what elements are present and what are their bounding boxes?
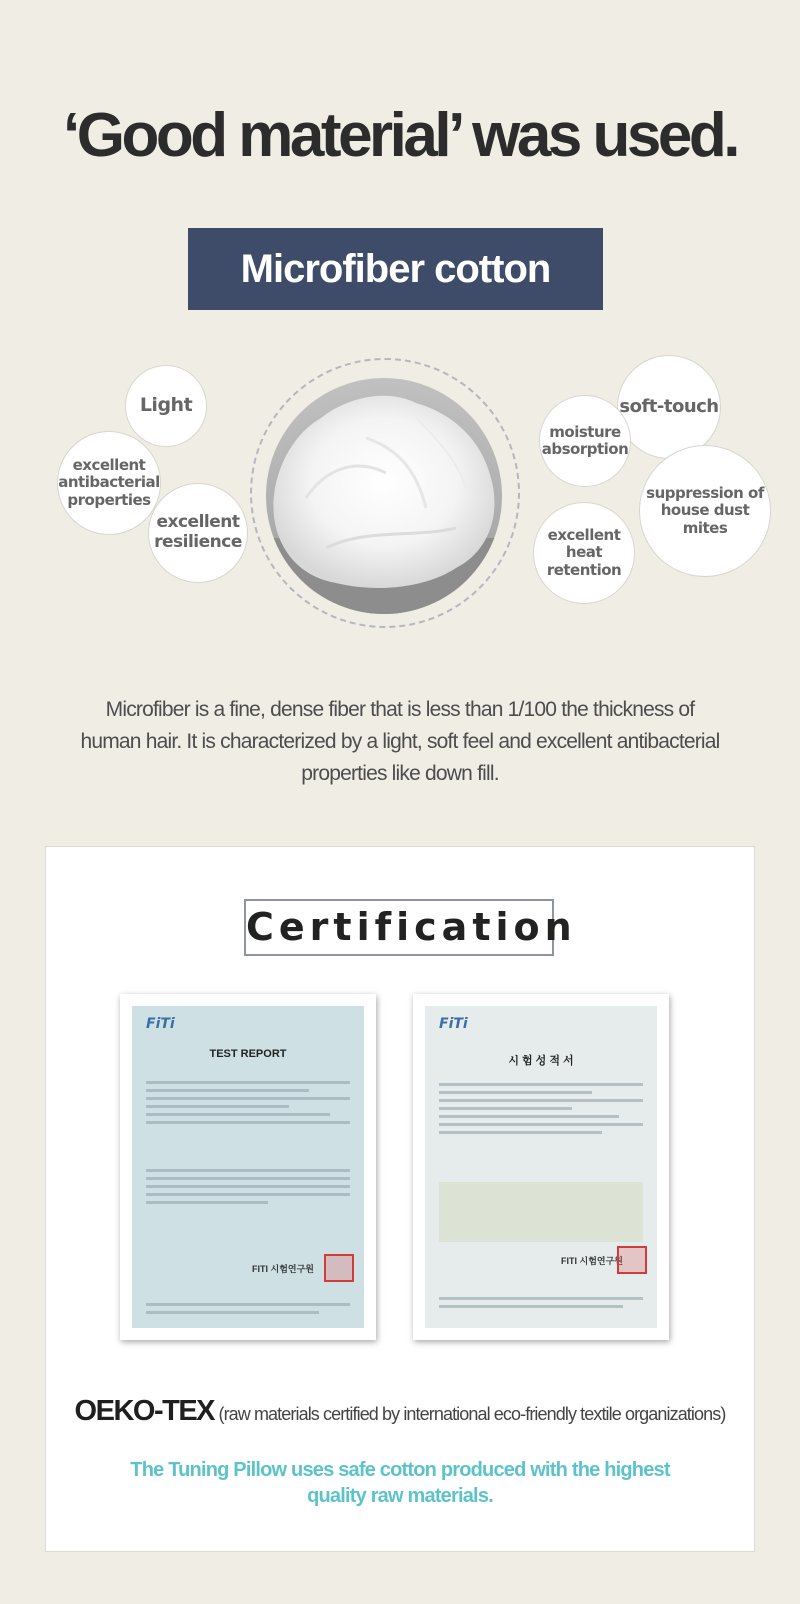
certification-title: Certification: [244, 899, 554, 956]
korean-test-certificate-document: [425, 1006, 657, 1328]
page-headline: ‘Good material’ was used.: [63, 101, 737, 170]
fiti-logo: FiTi: [146, 1016, 175, 1032]
material-description: Microfiber is a fine, dense fiber that is less than 1/100 the thickness of human hair. It is characterized by a light, soft feel and excellent antibacterial properties like down fill.: [80, 698, 720, 785]
fabric-sample-photo: [439, 1182, 643, 1242]
document-heading: TEST REPORT: [209, 1048, 287, 1060]
issuer-name: FITI 시험연구원: [561, 1256, 623, 1266]
test-report-document: [132, 1006, 364, 1328]
document-heading: 시 험 성 적 서: [508, 1055, 574, 1067]
feature-antibacterial: excellent antibacterial properties: [57, 431, 161, 535]
material-banner: Microfiber cotton: [188, 228, 603, 310]
document-table: [146, 1164, 350, 1209]
red-seal-stamp: [617, 1246, 647, 1274]
document-text-block: [439, 1078, 643, 1139]
oeko-tex-line: [0, 1395, 800, 1428]
document-text-block: [146, 1076, 350, 1129]
document-footer: [146, 1298, 350, 1319]
oeko-tex-label: OEKO-TEX: [74, 1395, 215, 1427]
feature-heat-retention: excellent heat retention: [533, 502, 635, 604]
certificate-frame-1: [120, 994, 376, 1340]
closing-statement: The Tuning Pillow uses safe cotton produced with the highest quality raw materials.: [130, 1459, 670, 1507]
feature-soft-touch: soft-touch: [617, 355, 721, 459]
certificate-frame-2: [413, 994, 669, 1340]
feature-dust-mite-suppression: suppression of house dust mites: [639, 445, 771, 577]
feature-moisture-absorption: moisture absorption: [539, 395, 631, 487]
fiti-logo: FiTi: [439, 1016, 468, 1032]
red-seal-stamp: [324, 1254, 354, 1282]
document-footer: [439, 1292, 643, 1313]
feature-light: Light: [125, 365, 207, 447]
feature-resilience: excellent resilience: [148, 483, 248, 583]
issuer-name: FITI 시험연구원: [252, 1264, 314, 1274]
microfiber-cotton-image: [266, 378, 502, 614]
oeko-tex-description: (raw materials certified by international eco-friendly textile organizations): [218, 1404, 726, 1424]
